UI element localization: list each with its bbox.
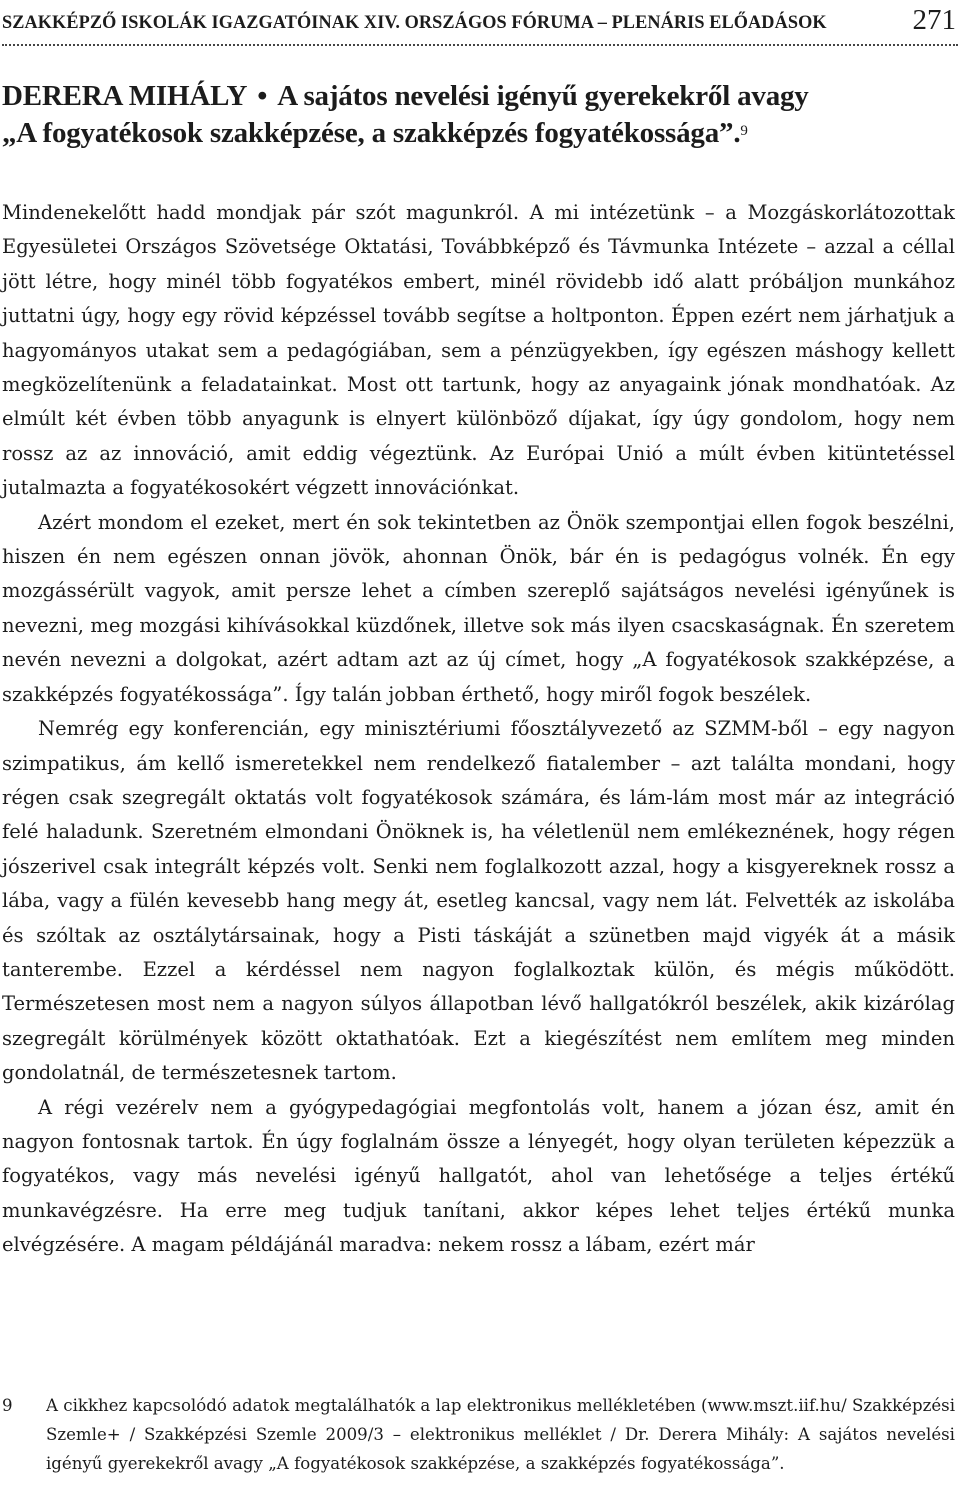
footnote-number: 9 (2, 1396, 13, 1415)
article-body (2, 196, 955, 1263)
footnote (2, 1391, 955, 1479)
dotted-divider (2, 44, 958, 46)
paragraph-3: Nemrég egy konferencián, egy minisztériumi főosztályvezető az SZMM-ből – egy nagyon szimpatikus, ám kellő ismeretekkel nem rendelkező fiatalember – azt találta mondani, hogy régen csak szegregált oktatás volt fogyatékosok számára, és lám-lám most már az integráció felé haladunk. Szeretném elmondani Önöknek is, ha véletlenül nem emlékeznének, hogy régen jószerivel csak integrált képzés volt. Senki nem foglalkozott azzal, hogy a kisgyereknek rossz a lába, vagy a fülén kevesebb hang megy át, esetleg kancsal, vagy nem lát. Felvették az iskolába és szóltak az osztálytársainak, hogy a Pisti táskáját a szünetben majd vigyék át a másik tanterembe. Ezzel a kérdéssel nem nagyon foglalkoztak külön, és mégis működött. Természetesen most nem a nagyon súlyos állapotban lévő hallgatókról beszélek, akik kizárólag szegregált körülmények között oktathatóak. Ezt a kiegészítést nem említem meg minden gondolatnál, de természetesnek tartom. (2, 717, 955, 1085)
page-number: 271 (912, 4, 956, 36)
footnote-reference: 9 (740, 123, 748, 139)
article-title (2, 78, 958, 152)
running-head-title: SZAKKÉPZŐ ISKOLÁK IGAZGATÓINAK XIV. ORSZÁGOS FÓRUMA – PLENÁRIS ELŐADÁSOK (2, 12, 827, 33)
paragraph-2: Azért mondom el ezeket, mert én sok tekintetben az Önök szempontjai ellen fogok beszélni, hiszen én nem egészen onnan jövök, ahonnan Önök, bár én is pedagógus volnék. Én egy mozgássérült vagyok, amit persze lehet a címben szereplő sajátságos nevelési igényűnek is nevezni, meg mozgási kihívásokkal küzdőnek, illetve sok más ilyen csacskaságnak. Én szeretem nevén nevezni a dolgokat, azért adtam azt az új címet, hogy „A fogyatékosok szakképzése, a szakképzés fogyatékossága”. Így talán jobban érthető, hogy miről fogok beszélek. (2, 510, 955, 706)
title-line-2: „A fogyatékosok szakképzése, a szakképzés fogyatékossága”. (2, 117, 741, 149)
footnote-text: A cikkhez kapcsolódó adatok megtalálhatók a lap elektronikus mellékletében (www.mszt.iif.hu/ Szakképzési Szemle+ / Szakképzési Szemle 2009/3 – elektronikus melléklet / Dr. Derera Mihály: A sajátos nevelési igényű gyerekekről avagy „A fogyatékosok szakképzése, a szakképzés fogyatékossága”. (46, 1396, 955, 1474)
paragraph-4: A régi vezérelv nem a gyógypedagógiai megfontolás volt, hanem a józan ész, amit én nagyon fontosnak tartok. Én úgy foglalnám össze a lényegét, hogy olyan területen képezzük a fogyatékos, vagy más nevelési igényű hallgatót, ahol van lehetősége a teljes értékű munkavégzésre. Ha erre meg tudjuk tanítani, akkor képes lehet teljes értékű munka elvégzésére. A magam példájánál maradva: nekem rossz a lábam, ezért már (2, 1095, 955, 1257)
running-head (2, 4, 956, 34)
bullet-separator: • (257, 80, 268, 112)
author-name: DERERA MIHÁLY (2, 80, 248, 112)
title-line-1: A sajátos nevelési igényű gyerekekről avagy (277, 80, 809, 112)
paragraph-1: Mindenekelőtt hadd mondjak pár szót magunkról. A mi intézetünk – a Mozgáskorlátozottak Egyesületei Országos Szövetsége Oktatási, Továbbképző és Távmunka Intézete – azzal a céllal jött létre, hogy minél több fogyatékos embert, minél rövidebb idő alatt próbáljon munkához juttatni úgy, hogy egy rövid képzéssel tovább segítse a holtponton. Éppen ezért nem járhatjuk a hagyományos utakat sem a pedagógiában, sem a pénzügyekben, így egészen máshogy kellett megközelítenünk a feladatainkat. Most ott tartunk, hogy az anyagaink jónak mondhatóak. Az elmúlt két évben több anyagunk is elnyert különböző díjakat, így úgy gondolom, hogy nem rossz az az innováció, amit eddig végeztünk. Az Európai Unió a múlt évben kitüntetéssel jutalmazta a fogyatékosokért végzett innovációnkat. (2, 201, 955, 500)
